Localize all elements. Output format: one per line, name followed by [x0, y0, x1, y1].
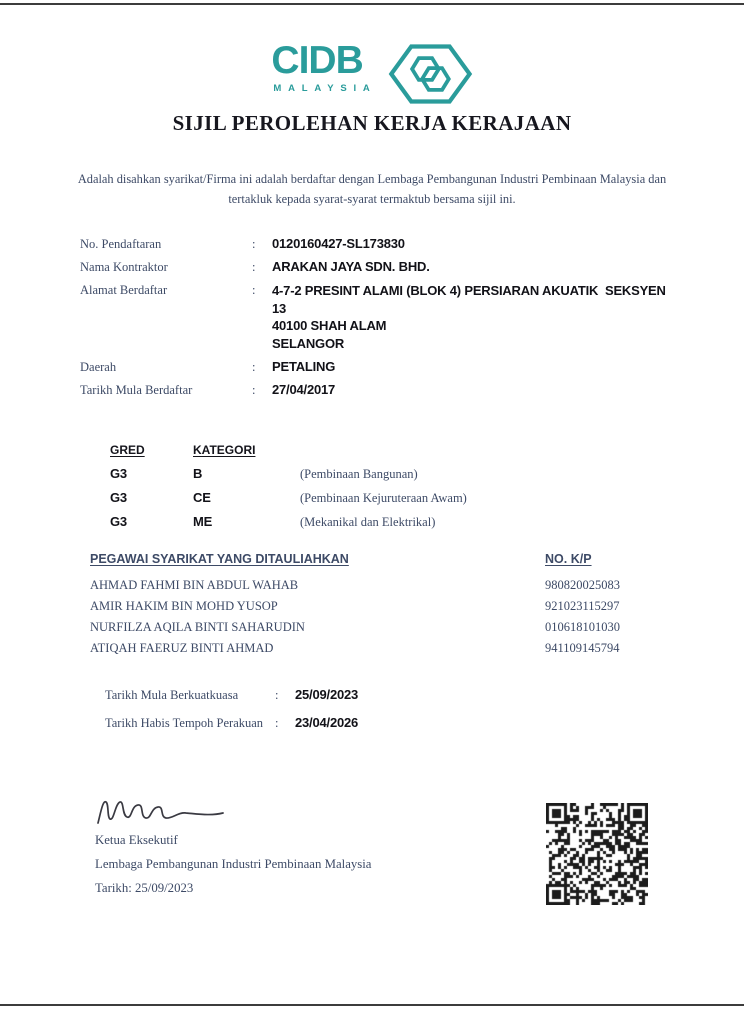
- detail-colon: :: [252, 360, 256, 374]
- qr-code: [546, 803, 648, 905]
- category-value: B: [193, 466, 203, 481]
- officer-ic-number: 980820025083: [545, 578, 620, 592]
- officer-ic-number: 921023115297: [545, 599, 620, 613]
- signatory-title: Ketua Eksekutif: [95, 833, 178, 847]
- detail-row-tarikh-mula-berdaftar: [80, 382, 700, 398]
- effective-start-date-value: 25/09/2023: [295, 687, 359, 702]
- officer-ic-number: 010618101030: [545, 620, 620, 634]
- officer-name: NURFILZA AQILA BINTI SAHARUDIN: [90, 620, 305, 634]
- expiry-date-value: 23/04/2026: [295, 715, 359, 730]
- validity-row-start: [105, 687, 358, 703]
- detail-row-nama-kontraktor: [80, 259, 700, 275]
- category-description: (Pembinaan Bangunan): [300, 467, 418, 481]
- officer-ic-number: 941109145794: [545, 641, 620, 655]
- detail-row-no-pendaftaran: [80, 236, 700, 252]
- cidb-malaysia-text: MALAYSIA: [273, 83, 377, 94]
- category-value: ME: [193, 514, 213, 529]
- cidb-brand-text: CIDB: [271, 39, 363, 82]
- issuing-organization: Lembaga Pembangunan Industri Pembinaan Malaysia: [95, 857, 372, 871]
- detail-colon: :: [252, 237, 256, 251]
- registration-start-date-value: 27/04/2017: [272, 382, 336, 397]
- officer-row: [90, 621, 665, 634]
- officer-row: [90, 642, 665, 655]
- cidb-logo-text: [271, 39, 377, 94]
- grade-value: G3: [110, 514, 127, 529]
- detail-colon: :: [252, 283, 256, 297]
- certificate-title: SIJIL PEROLEHAN KERJA KERAJAAN: [172, 111, 572, 135]
- gred-column-header: GRED: [110, 443, 145, 457]
- officer-name: AMIR HAKIM BIN MOHD YUSOP: [90, 599, 278, 613]
- officers-header-row: [90, 553, 665, 566]
- kategori-column-header: KATEGORI: [193, 443, 256, 457]
- bottom-rule: [0, 1004, 744, 1006]
- validity-dates: [105, 687, 358, 743]
- cidb-hexagon-logo-icon: [389, 44, 473, 104]
- grade-value: G3: [110, 466, 127, 481]
- detail-label: Tarikh Mula Berdaftar: [80, 383, 193, 397]
- grade-category-table: [110, 444, 467, 529]
- authorized-officers-table: [90, 553, 665, 663]
- validity-label: Tarikh Mula Berkuatkuasa: [105, 688, 239, 702]
- officer-row: [90, 579, 665, 592]
- signature-icon: [95, 792, 227, 832]
- officer-row: [90, 600, 665, 613]
- detail-row-daerah: [80, 359, 700, 375]
- detail-row-alamat-berdaftar: [80, 282, 700, 352]
- registration-number-value: 0120160427-SL173830: [272, 236, 405, 251]
- category-description: (Pembinaan Kejuruteraan Awam): [300, 491, 467, 505]
- detail-colon: :: [252, 260, 256, 274]
- validity-label: Tarikh Habis Tempoh Perakuan: [105, 716, 264, 730]
- issue-date: Tarikh: 25/09/2023: [95, 881, 194, 895]
- detail-label: Daerah: [80, 360, 117, 374]
- validity-row-expiry: [105, 715, 358, 731]
- registration-details: [80, 236, 700, 405]
- validity-colon: :: [275, 688, 279, 702]
- validity-colon: :: [275, 716, 279, 730]
- contractor-name-value: ARAKAN JAYA SDN. BHD.: [272, 259, 430, 274]
- district-value: PETALING: [272, 359, 336, 374]
- top-rule: [0, 3, 744, 5]
- officer-name: AHMAD FAHMI BIN ABDUL WAHAB: [90, 578, 299, 592]
- address-line: SELANGOR: [272, 335, 345, 351]
- address-line: 13: [272, 300, 287, 316]
- category-description: (Mekanikal dan Elektrikal): [300, 515, 436, 529]
- officer-name-column-header: PEGAWAI SYARIKAT YANG DITAULIAHKAN: [90, 552, 349, 566]
- category-value: CE: [193, 490, 211, 505]
- officer-name: ATIQAH FAERUZ BINTI AHMAD: [90, 641, 274, 655]
- detail-label: Alamat Berdaftar: [80, 283, 168, 297]
- cidb-logo: [271, 39, 472, 104]
- detail-label: No. Pendaftaran: [80, 237, 162, 251]
- registered-address-value: [272, 282, 666, 352]
- address-line: 40100 SHAH ALAM: [272, 318, 387, 333]
- certificate-intro-text: Adalah disahkan syarikat/Firma ini adalah berdaftar dengan Lembaga Pembangunan Industri Pembinaan Malaysia dan tertakluk kepada syarat-syarat termaktub bersama sijil ini.: [77, 172, 667, 206]
- grade-value: G3: [110, 490, 127, 505]
- detail-label: Nama Kontraktor: [80, 260, 168, 274]
- address-line: 4-7-2 PRESINT ALAMI (BLOK 4) PERSIARAN AKUATIK SEKSYEN: [272, 283, 666, 298]
- detail-colon: :: [252, 383, 256, 397]
- ic-number-column-header: NO. K/P: [545, 552, 592, 566]
